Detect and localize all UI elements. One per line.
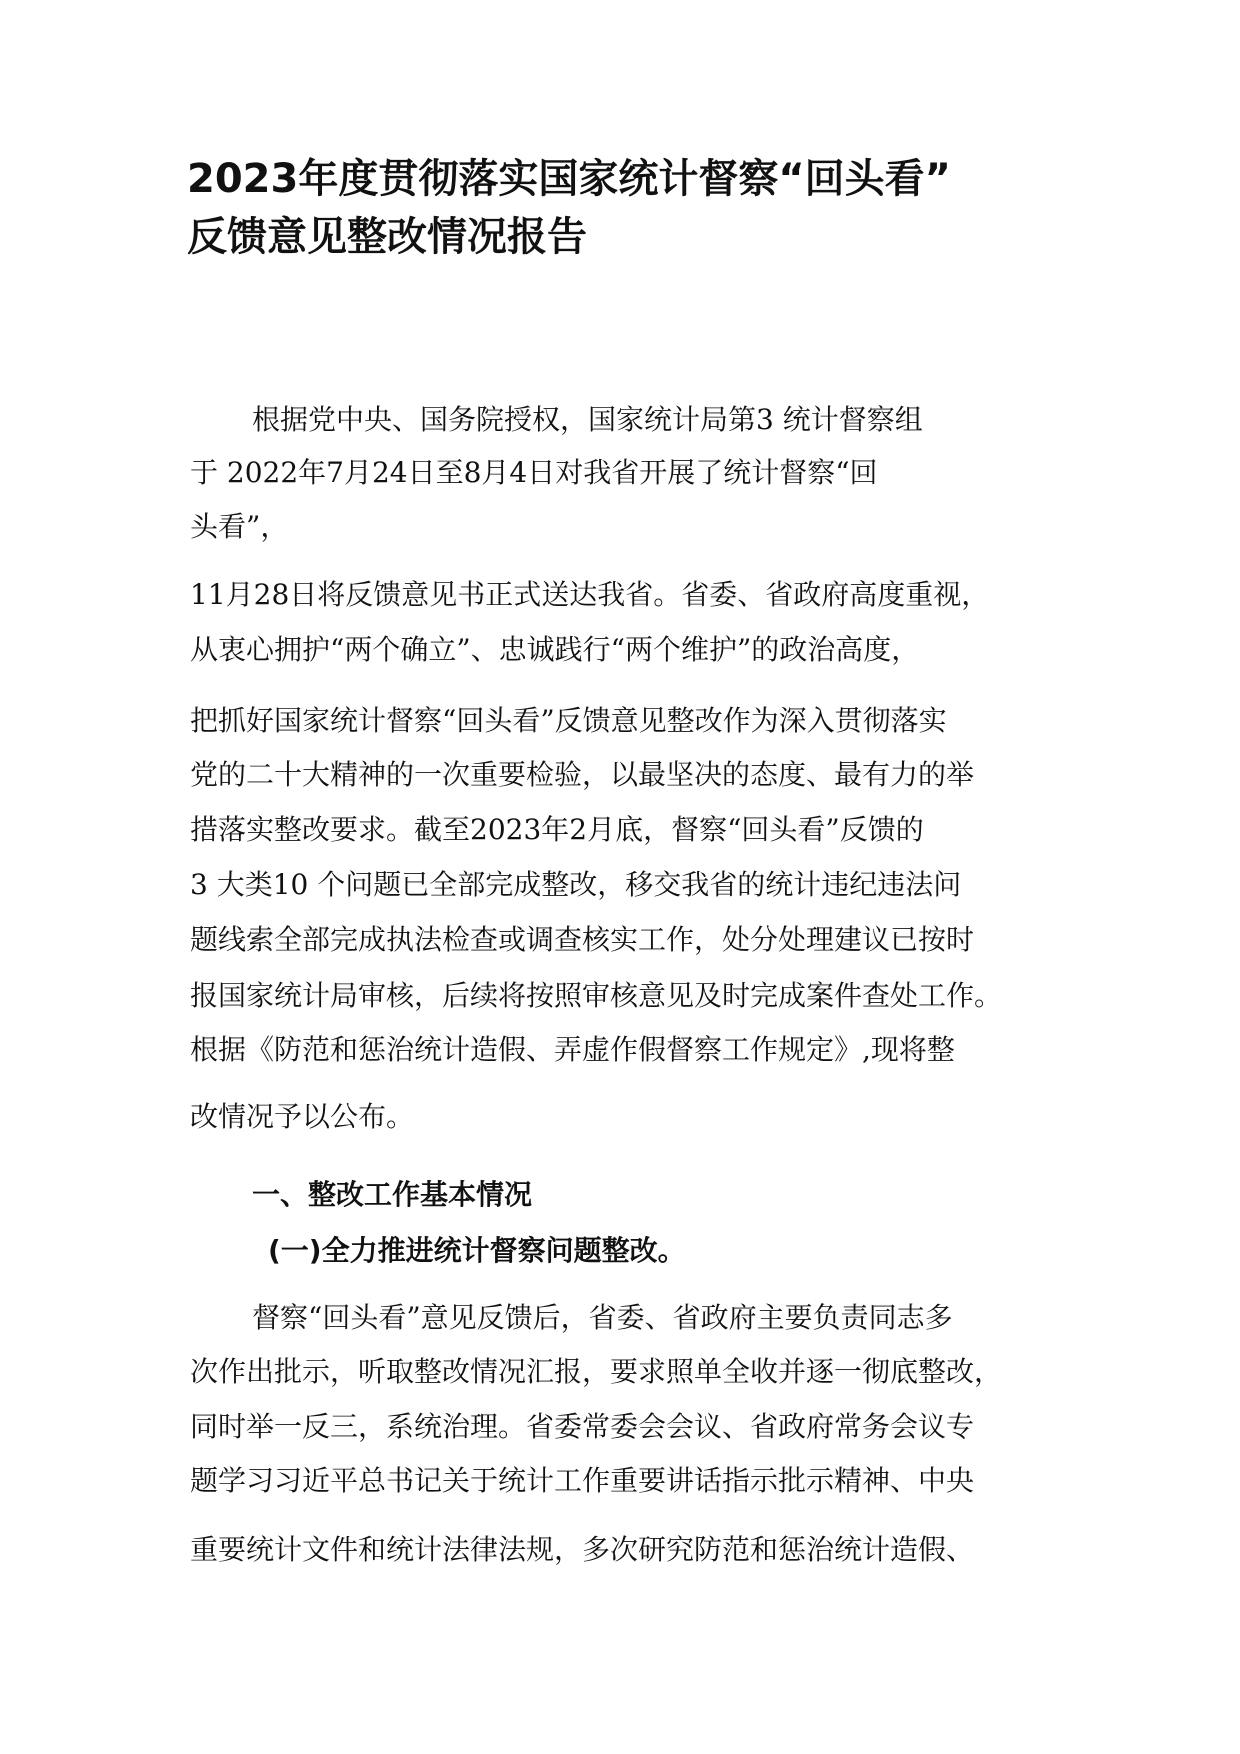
paragraph-line: 把抓好国家统计督察“回头看”反馈意见整改作为深入贯彻落实 — [190, 704, 947, 737]
document-title — [187, 150, 1087, 266]
paragraph-line: 同时举一反三，系统治理。省委常委会会议、省政府常务会议专 — [190, 1410, 975, 1443]
paragraph-line: 次作出批示，听取整改情况汇报，要求照单全收并逐一彻底整改， — [190, 1355, 1003, 1388]
paragraph-line: 根据党中央、国务院授权，国家统计局第3 统计督察组 — [252, 403, 923, 436]
title-line-2: 反馈意见整改情况报告 — [187, 214, 587, 260]
section-heading: 一、整改工作基本情况 — [252, 1178, 533, 1211]
paragraph-line: 党的二十大精神的一次重要检验，以最坚决的态度、最有力的举 — [190, 758, 975, 791]
paragraph-line: 题线索全部完成执法检查或调查核实工作，处分处理建议已按时 — [190, 923, 975, 956]
paragraph-line: 从衷心拥护“两个确立”、忠诚践行“两个维护”的政治高度， — [190, 633, 920, 666]
paragraph-line: 题学习习近平总书记关于统计工作重要讲话指示批示精神、中央 — [190, 1464, 975, 1497]
paragraph-line: 重要统计文件和统计法律法规，多次研究防范和惩治统计造假、 — [190, 1533, 975, 1566]
paragraph-line: 措落实整改要求。截至2023年2月底，督察“回头看”反馈的 — [190, 813, 924, 846]
paragraph-line: 改情况予以公布。 — [190, 1100, 415, 1133]
paragraph-line: 11月28日将反馈意见书正式送达我省。省委、省政府高度重视， — [190, 578, 990, 611]
paragraph-line: 头看”， — [190, 510, 289, 543]
paragraph-line: 于 2022年7月24日至8月4日对我省开展了统计督察“回 — [190, 456, 878, 489]
paragraph-line: 督察“回头看”意见反馈后，省委、省政府主要负责同志多 — [252, 1301, 953, 1334]
paragraph-line: 根据《防范和惩治统计造假、弄虚作假督察工作规定》,现将整 — [190, 1033, 955, 1066]
subsection-heading: (一)全力推进统计督察问题整改。 — [268, 1234, 686, 1267]
title-line-1: 2023年度贯彻落实国家统计督察“回头看” — [187, 156, 951, 202]
paragraph-line: 报国家统计局审核，后续将按照审核意见及时完成案件查处工作。 — [190, 979, 1003, 1012]
paragraph-line: 3 大类10 个问题已全部完成整改，移交我省的统计违纪违法问 — [190, 868, 962, 901]
